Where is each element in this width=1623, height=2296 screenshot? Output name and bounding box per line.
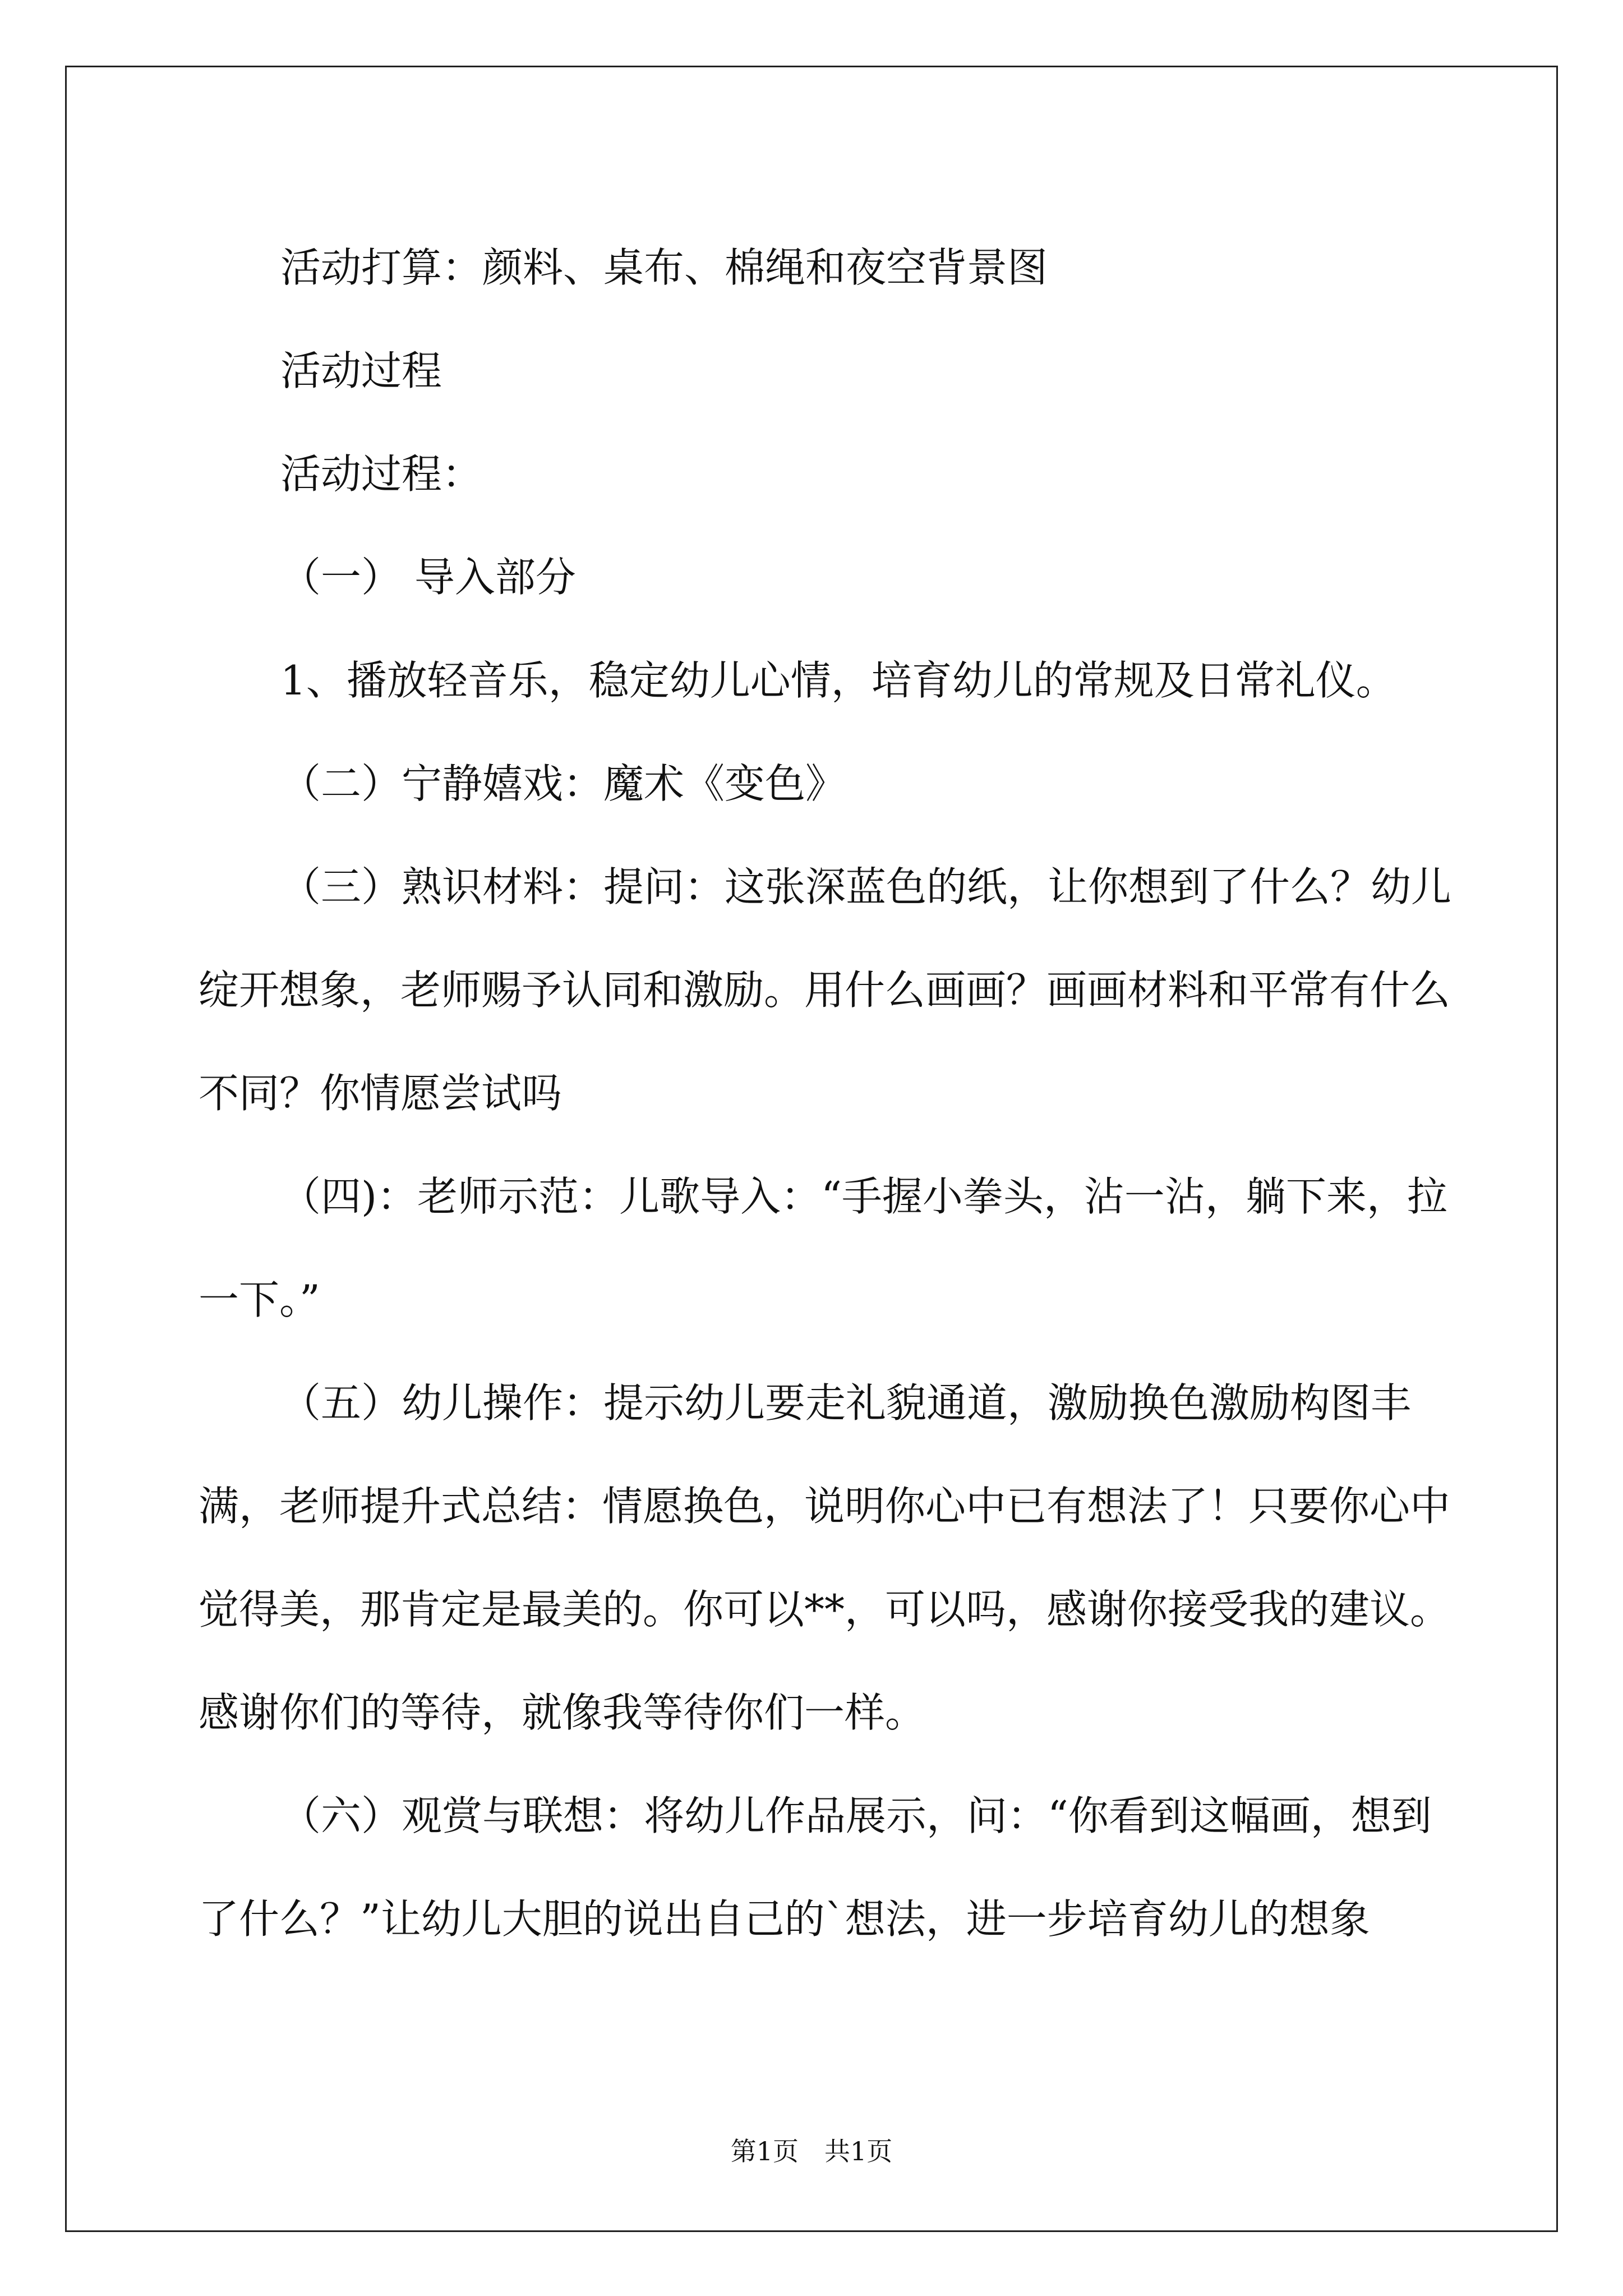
paragraph-section-6: （六）观赏与联想：将幼儿作品展示，问：“你看到这幅画，想到了什么？”让幼儿大胆的说出自己的`想法，进一步培育幼儿的想象 [199,1792,1432,1943]
paragraph-section-5: （五）幼儿操作：提示幼儿要走礼貌通道，激励换色激励构图丰满，老师提升式总结：情愿换色，说明你心中已有想法了！只要你心中觉得美，那肯定是最美的。你可以**，可以吗，感谢你接受我的建议。感谢你们的等待，就像我等待你们一样。 [199,1379,1451,1736]
paragraph-section-2: （二）宁静嬉戏：魔术《变色》 [280,760,846,807]
paragraph-process-heading: 活动过程 [280,347,442,394]
paragraph-materials: 活动打算：颜料、桌布、棉绳和夜空背景图 [280,244,1048,291]
page-number-footer: 第1页 共1页 [730,2136,893,2166]
document-body [199,216,1455,1971]
paragraph-section-4: （四)：老师示范：儿歌导入：“手握小拳头，沾一沾，躺下来，拉一下。” [199,1173,1447,1323]
paragraph-section-1: （一） 导入部分 [280,554,576,601]
paragraph-step-1: 1、播放轻音乐，稳定幼儿心情，培育幼儿的常规及日常礼仪。 [280,657,1396,704]
paragraph-process-label: 活动过程： [280,450,483,498]
paragraph-section-3: （三）熟识材料：提问：这张深蓝色的纸，让你想到了什么？幼儿绽开想象，老师赐予认同和激励。用什么画画？画画材料和平常有什么不同？你情愿尝试吗 [199,863,1452,1117]
